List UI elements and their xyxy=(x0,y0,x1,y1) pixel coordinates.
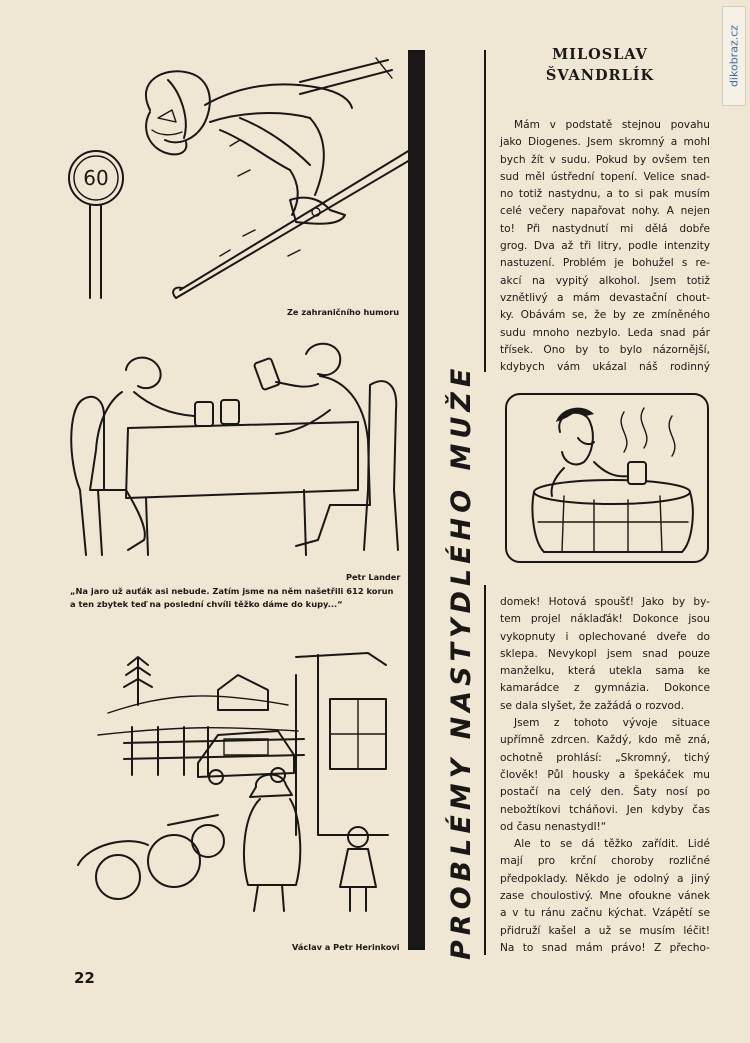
text-line: nebožtíkovi tcháňovi. Jen kdyby čas xyxy=(500,803,710,816)
watermark-badge xyxy=(722,6,746,106)
article-title: PROBLÉMY NASTYDLÉHO MUŽE xyxy=(446,363,477,960)
column-rule-bottom xyxy=(484,585,486,955)
cartoon-winter-snowman xyxy=(68,635,398,925)
text-line: kamarádce z gymnázia. Dokonce xyxy=(500,682,710,695)
cartoon-2-quote-line-1: „Na jaro už auťák asi nebude. Zatím jsme na něm našetřili 612 korun xyxy=(70,586,394,596)
text-line: manželku, která utekla sama ke xyxy=(500,665,710,678)
author-first-name: MILOSLAV xyxy=(552,46,648,63)
text-line: akcí na vypitý alkohol. Jsem totiž xyxy=(500,274,710,287)
text-line: Mám v podstatě stejnou povahu xyxy=(514,119,710,131)
text-line: Na to snad mám právo! Z přecho- xyxy=(500,941,710,954)
text-line: vznětlivý a mám devastační chout- xyxy=(500,291,710,304)
text-line: bych žít v sudu. Pokud by ovšem ten xyxy=(500,153,710,166)
text-line: Jsem z tohoto vývoje situace xyxy=(514,717,710,730)
text-line: jako Diogenes. Jsem skromný a mohl xyxy=(500,136,710,149)
author-name xyxy=(520,44,680,86)
cartoon-1-credit: Ze zahraničního humoru xyxy=(287,307,400,317)
text-line: kdybych vám ukázal náš rodinný xyxy=(500,361,710,374)
text-line: grog. Dva až tři litry, podle intenzity xyxy=(500,240,710,253)
text-line: celé večery napařovat nohy. A nejen xyxy=(500,205,710,218)
text-line: člověk! Půl housky a špekáček mu xyxy=(500,768,710,781)
text-line: postačí na celý den. Šaty nosí po xyxy=(500,786,710,799)
text-line: nastuzení. Problém je bohužel s re- xyxy=(500,257,710,270)
text-line: no totiž nastydnu, a to si pak musím xyxy=(500,188,710,201)
speed-sign-number: 60 xyxy=(83,166,109,190)
text-line: předpoklady. Někdo je odolný a jiný xyxy=(500,872,710,885)
text-line: přidruží kašel a už se musím léčit! xyxy=(500,924,710,937)
text-line: sud měl ústřední topení. Velice snad- xyxy=(500,170,710,183)
article-text-top xyxy=(500,117,710,376)
illustration-man-in-barrel xyxy=(504,392,710,564)
text-line: ochotně prohlásí: „Skromný, tichý xyxy=(500,751,710,764)
text-line: a v tu ránu začnu kýchat. Vzápětí se xyxy=(500,907,710,920)
text-line: mají pro krční choroby rozličné xyxy=(500,855,710,868)
cartoon-ski-jumper xyxy=(0,0,410,300)
title-bar xyxy=(408,50,425,950)
text-line: třísek. Ono by to bylo názornější, xyxy=(500,343,710,356)
article-text-bottom xyxy=(500,594,710,957)
text-line: tem projel náklaďák! Dokonce jsou xyxy=(500,613,710,626)
text-line: domek! Hotová spoušť! Jako by by- xyxy=(500,596,710,608)
author-last-name: ŠVANDRLÍK xyxy=(545,67,655,84)
text-line: sklepa. Nevykopl jsem snad pouze xyxy=(500,647,710,660)
text-line: od času nenastydl!“ xyxy=(500,820,607,833)
cartoon-couple-at-table xyxy=(68,340,398,570)
text-line: ky. Obávám se, že by ze zmíněného xyxy=(500,309,710,322)
page-number: 22 xyxy=(74,969,95,987)
text-line: to! Při nastydnutí mi dělá dobře xyxy=(500,222,710,235)
cartoon-2-quote-line-2: a ten zbytek teď na poslední chvíli těžko dáme do kupy...“ xyxy=(70,599,343,609)
watermark-text: dikobraz.cz xyxy=(727,24,741,88)
column-rule-top xyxy=(484,50,486,372)
text-line: zase choulostivý. Mne ofoukne vánek xyxy=(500,890,710,903)
text-line: vykopnuty i oplechované dveře do xyxy=(500,630,710,643)
text-line: se dala slyšet, že zažádá o rozvod. xyxy=(500,699,685,712)
text-line: sudu mnoho nezbylo. Leda snad pár xyxy=(500,326,710,339)
cartoon-2-credit: Petr Lander xyxy=(346,572,401,582)
text-line: upřímně zdrcen. Každý, kdo mě zná, xyxy=(500,734,710,747)
text-line: Ale to se dá těžko zařídit. Lidé xyxy=(514,838,710,851)
cartoon-3-credit: Václav a Petr Herinkovi xyxy=(292,942,400,952)
